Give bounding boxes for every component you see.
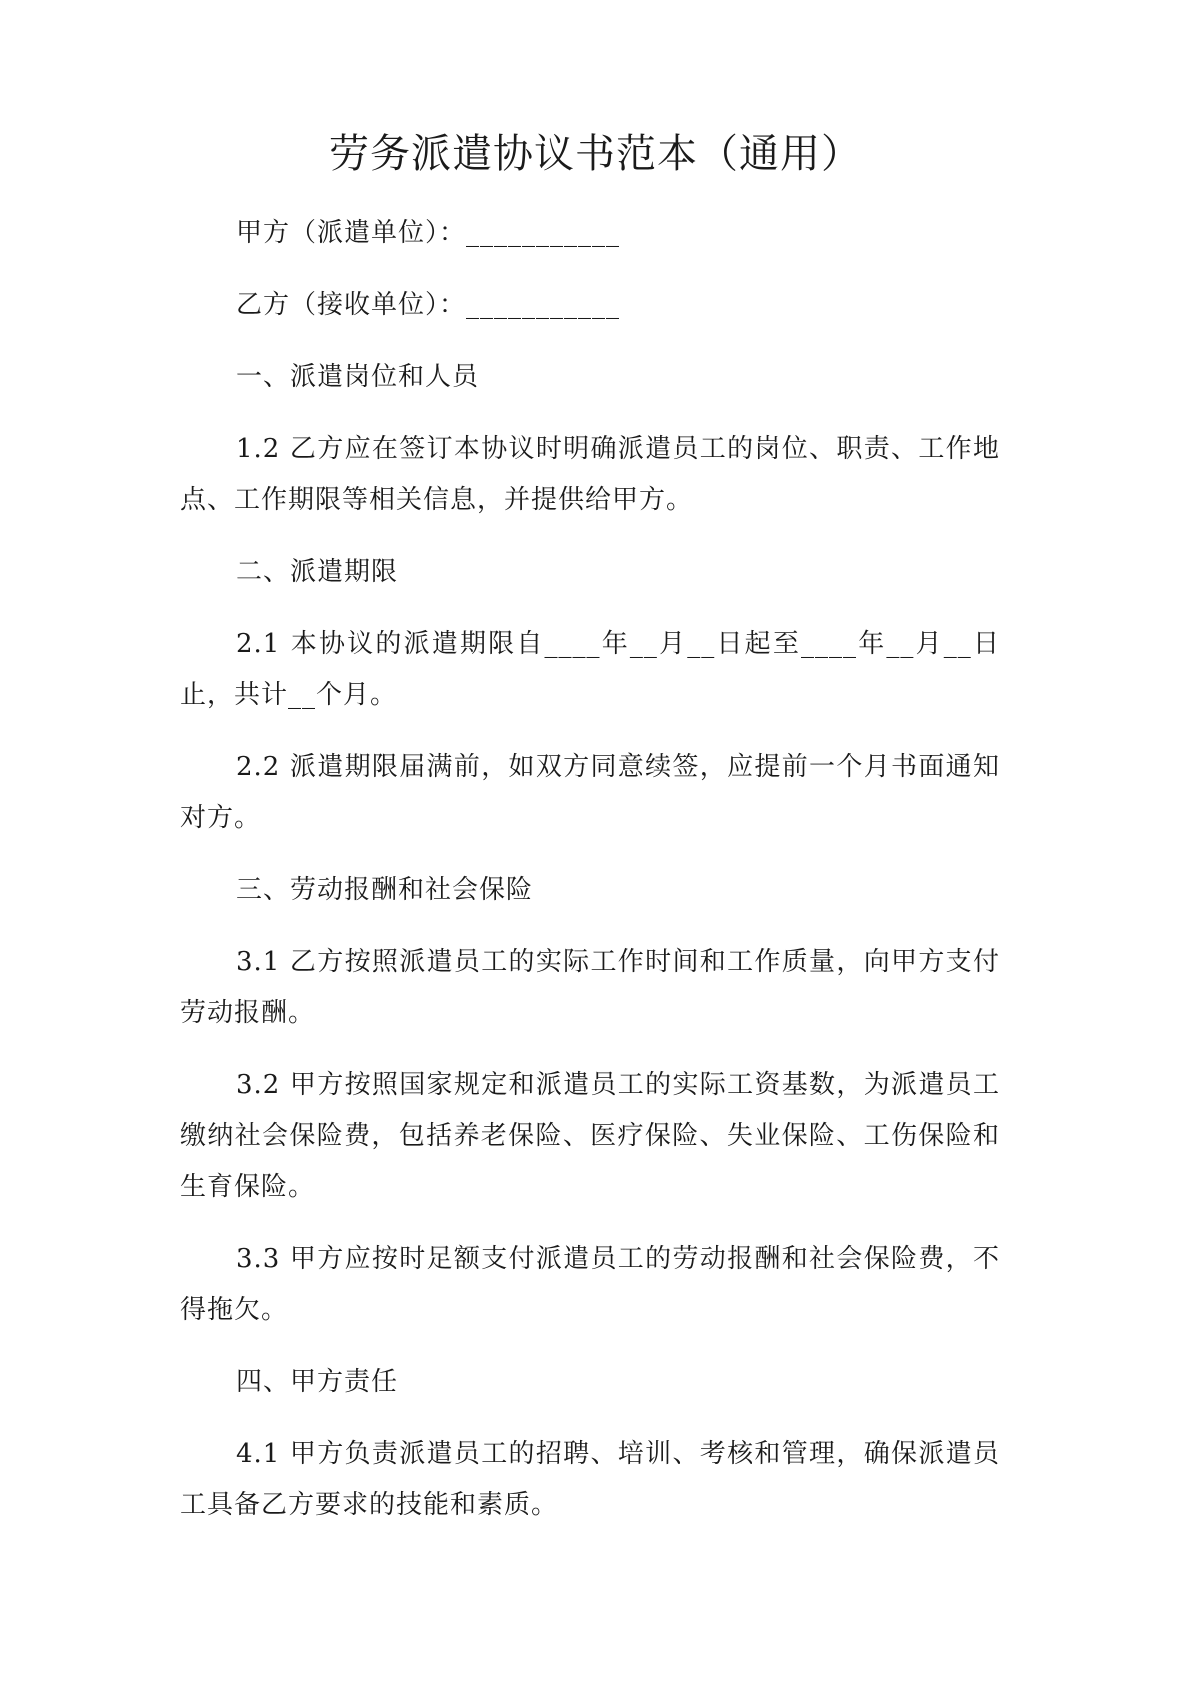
document-title: 劳务派遣协议书范本（通用） <box>329 131 862 177</box>
section-heading: 二、派遣期限 <box>236 557 399 587</box>
document-body <box>180 208 1000 1552</box>
clause-paragraph: 3.2 甲方按照国家规定和派遣员工的实际工资基数，为派遣员工缴纳社会保险费，包括养老保险、医疗保险、失业保险、工伤保险和生育保险。 <box>180 1070 1000 1202</box>
clause-paragraph: 3.1 乙方按照派遣员工的实际工作时间和工作质量，向甲方支付劳动报酬。 <box>180 947 1000 1028</box>
party-a-line: 甲方（派遣单位）：___________ <box>236 218 621 248</box>
clause-paragraph: 2.1 本协议的派遣期限自____年__月__日起至____年__月__日止，共计__个月。 <box>180 629 1000 710</box>
section-heading: 三、劳动报酬和社会保险 <box>236 875 534 905</box>
clause-paragraph: 1.2 乙方应在签订本协议时明确派遣员工的岗位、职责、工作地点、工作期限等相关信息，并提供给甲方。 <box>180 434 1000 515</box>
clause-paragraph: 2.2 派遣期限届满前，如双方同意续签，应提前一个月书面通知对方。 <box>180 752 1000 833</box>
party-b-line: 乙方（接收单位）：___________ <box>236 290 621 320</box>
clause-paragraph: 4.1 甲方负责派遣员工的招聘、培训、考核和管理，确保派遣员工具备乙方要求的技能和素质。 <box>180 1439 1000 1520</box>
clause-paragraph: 3.3 甲方应按时足额支付派遣员工的劳动报酬和社会保险费，不得拖欠。 <box>180 1244 1000 1325</box>
section-heading: 一、派遣岗位和人员 <box>236 362 480 392</box>
section-heading: 四、甲方责任 <box>236 1367 399 1397</box>
